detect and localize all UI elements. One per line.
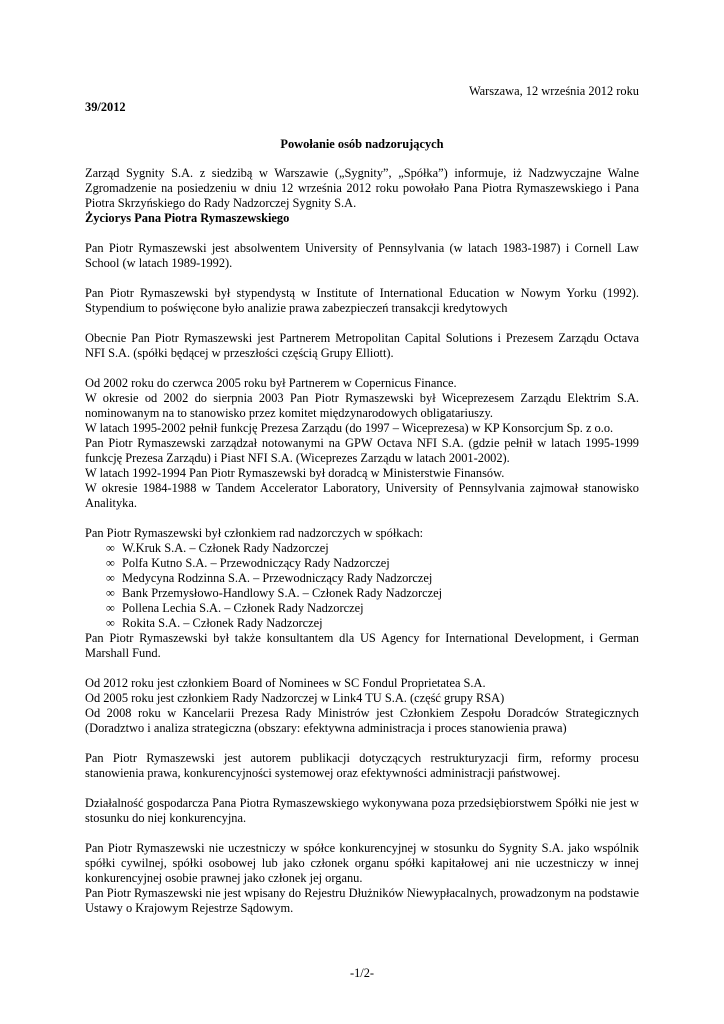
- intro-paragraph: Zarząd Sygnity S.A. z siedzibą w Warszawie („Sygnity”, „Spółka”) informuje, iż Nadzwyczajne Walne Zgromadzenie na posiedzeniu w dniu 12 września 2012 roku powołało Pana Piotra Rymaszewskiego i Pana Piotra Skrzyńskiego do Rady Nadzorczej Sygnity S.A.: [85, 166, 639, 210]
- boards-intro: Pan Piotr Rymaszewski był członkiem rad nadzorczych w spółkach:: [85, 526, 424, 540]
- membership-line: Od 2005 roku jest członkiem Rady Nadzorczej w Link4 TU S.A. (część grupy RSA): [85, 691, 505, 705]
- publications-paragraph: Pan Piotr Rymaszewski jest autorem publikacji dotyczących restrukturyzacji firm, reformy procesu stanowienia prawa, konkurencyjności systemowej oraz efektywności administracji państwowej.: [85, 751, 639, 780]
- document-date: Warszawa, 12 września 2012 roku: [468, 84, 639, 98]
- membership-line: Od 2012 roku jest członkiem Board of Nominees w SC Fondul Proprietatea S.A.: [85, 676, 486, 690]
- page-number: -1/2-: [349, 966, 375, 980]
- document-page: [85, 84, 639, 916]
- current-position-paragraph: Obecnie Pan Piotr Rymaszewski jest Partnerem Metropolitan Capital Solutions i Prezesem Zarządu Octava NFI S.A. (spółki będącej w przeszłości częścią Grupy Elliott).: [85, 331, 639, 360]
- infinity-bullet-icon: ∞: [106, 601, 115, 615]
- career-block: [85, 376, 639, 511]
- list-item: [85, 601, 639, 616]
- list-item-text: Medycyna Rodzinna S.A. – Przewodniczący Rady Nadzorczej: [122, 571, 433, 585]
- document-title: Powołanie osób nadzorujących: [280, 137, 444, 151]
- list-item-text: Pollena Lechia S.A. – Członek Rady Nadzorczej: [122, 601, 364, 615]
- list-item-text: W.Kruk S.A. – Członek Rady Nadzorczej: [122, 541, 329, 555]
- career-line: W latach 1992-1994 Pan Piotr Rymaszewski był doradcą w Ministerstwie Finansów.: [85, 466, 505, 480]
- infinity-bullet-icon: ∞: [106, 541, 115, 555]
- education-paragraph: Pan Piotr Rymaszewski jest absolwentem University of Pennsylvania (w latach 1983-1987) i Cornell Law School (w latach 1989-1992).: [85, 241, 639, 270]
- competition-paragraph: Pan Piotr Rymaszewski nie uczestniczy w spółce konkurencyjnej w stosunku do Sygnity S.A. jako wspólnik spółki cywilnej, spółki osobowej lub jako członek organu spółki kapitałowej ani nie uczestniczy w innej konkurencyjnej osobie prawnej jako członek jej organu.: [85, 841, 639, 885]
- list-item-text: Rokita S.A. – Członek Rady Nadzorczej: [122, 616, 323, 630]
- boards-list: [85, 541, 639, 631]
- career-line: W okresie od 2002 do sierpnia 2003 Pan Piotr Rymaszewski był Wiceprezesem Zarządu Elektrim S.A. nominowanym na to stanowisko przez komitet międzynarodowych obligatariuszy.: [85, 391, 639, 420]
- list-item: [85, 571, 639, 586]
- list-item-text: Bank Przemysłowo-Handlowy S.A. – Członek Rady Nadzorczej: [122, 586, 443, 600]
- list-item: [85, 616, 639, 631]
- list-item: [85, 541, 639, 556]
- scholarship-paragraph: Pan Piotr Rymaszewski był stypendystą w Institute of International Education w Nowym Yorku (1992). Stypendium to poświęcone było analizie prawa zabezpieczeń transakcji kredytowych: [85, 286, 639, 315]
- business-paragraph: Działalność gospodarcza Pana Piotra Rymaszewskiego wykonywana poza przedsiębiorstwem Spółki nie jest w stosunku do niej konkurencyjna.: [85, 796, 639, 825]
- career-line: W okresie 1984-1988 w Tandem Accelerator Laboratory, University of Pennsylvania zajmował stanowisko Analityka.: [85, 481, 639, 510]
- career-line: Pan Piotr Rymaszewski zarządzał notowanymi na GPW Octava NFI S.A. (gdzie pełnił w latach 1995-1999 funkcję Prezesa Zarządu) i Piast NFI S.A. (Wiceprezes Zarządu w latach 2001-2002).: [85, 436, 639, 465]
- memberships-block: [85, 676, 639, 736]
- section-heading: Życiorys Pana Piotra Rymaszewskiego: [85, 211, 290, 225]
- career-line: Od 2002 roku do czerwca 2005 roku był Partnerem w Copernicus Finance.: [85, 376, 457, 390]
- career-line: W latach 1995-2002 pełnił funkcję Prezesa Zarządu (do 1997 – Wiceprezesa) w KP Konsorcjum Sp. z o.o.: [85, 421, 614, 435]
- list-item: [85, 586, 639, 601]
- document-number: 39/2012: [85, 100, 126, 114]
- infinity-bullet-icon: ∞: [106, 571, 115, 585]
- list-item-text: Polfa Kutno S.A. – Przewodniczący Rady Nadzorczej: [122, 556, 390, 570]
- infinity-bullet-icon: ∞: [106, 616, 115, 630]
- registry-paragraph: Pan Piotr Rymaszewski nie jest wpisany do Rejestru Dłużników Niewypłacalnych, prowadzonym na podstawie Ustawy o Krajowym Rejestrze Sądowym.: [85, 886, 639, 915]
- membership-line: Od 2008 roku w Kancelarii Prezesa Rady Ministrów jest Członkiem Zespołu Doradców Strategicznych (Doradztwo i analiza strategiczna (obszary: efektywna administracja i proces stanowienia prawa): [85, 706, 639, 735]
- infinity-bullet-icon: ∞: [106, 556, 115, 570]
- consultant-paragraph: Pan Piotr Rymaszewski był także konsultantem dla US Agency for International Development, i German Marshall Fund.: [85, 631, 639, 660]
- infinity-bullet-icon: ∞: [106, 586, 115, 600]
- list-item: [85, 556, 639, 571]
